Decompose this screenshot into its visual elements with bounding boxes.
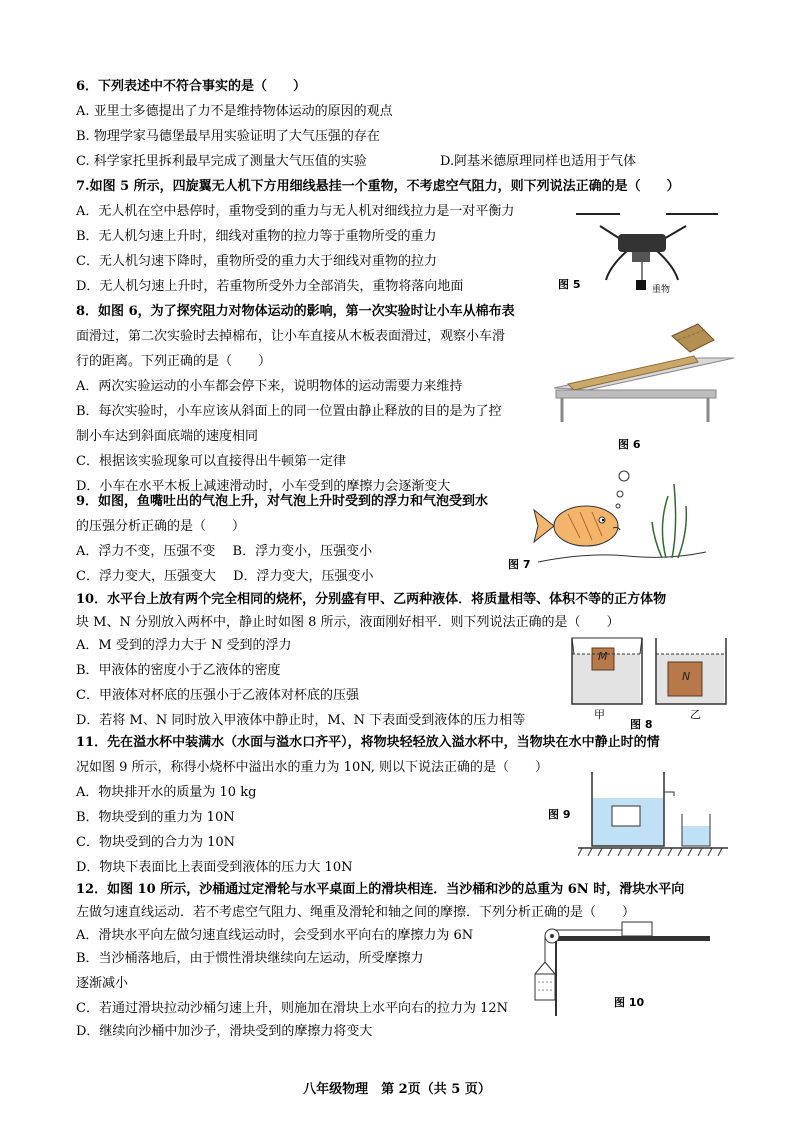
- q8-option-b-line2: 制小车达到斜面底端的速度相同: [76, 429, 259, 444]
- weight-block: [636, 280, 646, 290]
- fish-figure: [528, 466, 708, 571]
- fig8-caption: 图 8: [630, 718, 653, 731]
- q11-option-b: B．物块受到的重力为 10N: [76, 810, 235, 825]
- label-m: M: [598, 650, 608, 663]
- q6-option-a: A. 亚里士多德提出了力不是维持物体运动的原因的观点: [76, 104, 393, 119]
- q12-stem-line1: 12．如图 10 所示，沙桶通过定滑轮与水平桌面上的滑块相连．当沙桶和沙的总重为 6N 时，滑块水平向: [76, 882, 685, 897]
- incline-figure: [548, 318, 738, 423]
- label-jia: 甲: [594, 708, 605, 721]
- q12-option-b-line1: B．当沙桶落地后，由于惯性滑块继续向左运动，所受摩擦力: [76, 951, 424, 966]
- q7-option-b: B．无人机匀速上升时，细线对重物的拉力等于重物所受的重力: [76, 229, 437, 244]
- q9-options-ab: A．浮力不变，压强不变 B．浮力变小，压强变小: [76, 544, 373, 559]
- q12-option-a: A．滑块水平向左做匀速直线运动时，会受到水平向右的摩擦力为 6N: [76, 928, 474, 943]
- overflow-cup-figure: [578, 770, 728, 856]
- fig6-caption: 图 6: [618, 438, 641, 451]
- q9-stem-line1: 9．如图，鱼嘴吐出的气泡上升，对气泡上升时受到的浮力和气泡受到水: [76, 494, 489, 509]
- page-footer: 八年级物理 第 2页（共 5 页）: [303, 1082, 491, 1097]
- q9-stem-line2: 的压强分析正确的是（ ）: [76, 519, 246, 534]
- q11-option-a: A．物块排开水的质量为 10 kg: [76, 785, 257, 800]
- fig10-caption: 图 10: [614, 996, 645, 1009]
- fig9-caption: 图 9: [548, 808, 571, 821]
- q6-option-d: D.阿基米德原理同样也适用于气体: [440, 154, 637, 169]
- q10-option-b: B．甲液体的密度小于乙液体的密度: [76, 663, 281, 678]
- beakers-figure: [562, 634, 732, 720]
- q8-option-d: D．小车在水平木板上减速滑动时，小车受到的摩擦力会逐渐变大: [76, 479, 451, 494]
- drone-figure: [558, 200, 728, 300]
- q10-option-c: C．甲液体对杯底的压强小于乙液体对杯底的压强: [76, 688, 359, 703]
- q12-option-d: D．继续向沙桶中加沙子，滑块受到的摩擦力将变大: [76, 1024, 373, 1039]
- q11-option-c: C．物块受到的合力为 10N: [76, 835, 235, 850]
- q12-stem-line2: 左做匀速直线运动．若不考虑空气阻力、绳重及滑轮和轴之间的摩擦．下列分析正确的是（ ）: [76, 905, 636, 920]
- beaker-yi: [656, 638, 726, 704]
- q11-stem-line2: 况如图 9 所示，称得小烧杯中溢出水的重力为 10N, 则以下说法正确的是（ ）: [76, 760, 549, 775]
- beaker-jia: [572, 638, 642, 704]
- q8-stem-line2: 面滑过，第二次实验时去掉棉布，让小车直接从木板表面滑过，观察小车滑: [76, 329, 506, 344]
- q8-option-c: C．根据该实验现象可以直接得出牛顿第一定律: [76, 454, 346, 469]
- q12-option-c: C．若通过滑块拉动沙桶匀速上升，则施加在滑块上水平向右的拉力为 12N: [76, 1001, 508, 1016]
- block-icon: [612, 806, 640, 826]
- q10-option-a: A．M 受到的浮力大于 N 受到的浮力: [76, 638, 292, 653]
- seaweed-icon: [652, 484, 686, 558]
- q10-stem-line2: 块 M、N 分别放入两杯中，静止时如图 8 所示，液面刚好相平．则下列说法正确的是（ ）: [76, 615, 620, 630]
- q10-stem-line1: 10．水平台上放有两个完全相同的烧杯，分别盛有甲、乙两种液体．将质量相等、体积不等的正方体物: [76, 592, 667, 607]
- q7-option-a: A．无人机在空中悬停时，重物受到的重力与无人机对细线拉力是一对平衡力: [76, 204, 515, 219]
- q9-options-cd: C．浮力变大，压强变大 D．浮力变大，压强变小: [76, 569, 374, 584]
- q6-stem: 6．下列表述中不符合事实的是（ ）: [76, 79, 307, 94]
- q7-option-d: D．无人机匀速上升时，若重物所受外力全部消失，重物将落向地面: [76, 279, 464, 294]
- bubble-icon: [619, 471, 629, 481]
- bubble-icon: [617, 491, 623, 497]
- q6-option-c: C. 科学家托里拆利最早完成了测量大气压值的实验: [76, 154, 367, 169]
- bubble-icon: [616, 504, 620, 508]
- label-yi: 乙: [690, 708, 701, 721]
- q7-option-c: C．无人机匀速下降时，重物所受的重力大于细线对重物的拉力: [76, 254, 437, 269]
- fig5-caption: 图 5: [558, 278, 581, 291]
- q11-option-d: D．物块下表面比上表面受到液体的压力大 10N: [76, 860, 353, 875]
- q7-stem: 7.如图 5 所示，四旋翼无人机下方用细线悬挂一个重物，不考虑空气阻力，则下列说法正确的是（ ）: [76, 179, 680, 194]
- q8-stem-line3: 行的距离。下列正确的是（ ）: [76, 354, 272, 369]
- q8-stem-line1: 8．如图 6，为了探究阻力对物体运动的影响，第一次实验时让小车从棉布表: [76, 304, 515, 319]
- weight-label: 重物: [652, 285, 671, 295]
- q11-stem-line1: 11．先在溢水杯中装满水（水面与溢水口齐平），将物块轻轻放入溢水杯中，当物块在水中静止时的情: [76, 735, 660, 750]
- fig7-caption: 图 7: [508, 558, 531, 571]
- sand-bucket-icon: [535, 974, 555, 1000]
- q10-option-d: D．若将 M、N 同时放入甲液体中静止时，M、N 下表面受到液体的压力相等: [76, 713, 526, 728]
- q12-option-b-line2: 逐渐减小: [76, 976, 129, 991]
- q8-option-b-line1: B．每次实验时，小车应该从斜面上的同一位置由静止释放的目的是为了控: [76, 404, 502, 419]
- q8-option-a: A．两次实验运动的小车都会停下来，说明物体的运动需要力来维持: [76, 379, 463, 394]
- q6-option-b: B. 物理学家马德堡最早用实验证明了大气压强的存在: [76, 129, 380, 144]
- label-n: N: [682, 670, 691, 683]
